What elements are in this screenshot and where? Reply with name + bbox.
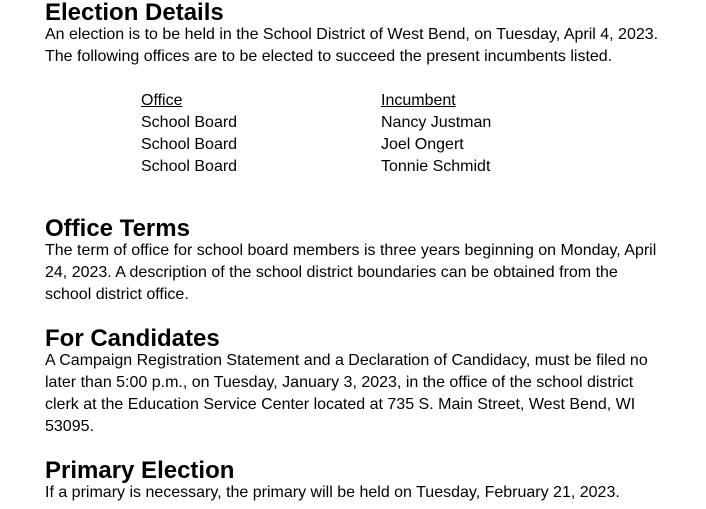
- primary-election-section: [45, 457, 695, 504]
- table-row: [45, 112, 695, 134]
- spacer: [45, 178, 695, 218]
- incumbent-column-header: Incumbent: [381, 92, 456, 109]
- paragraph-line: 53095.: [45, 418, 94, 435]
- incumbent-cell: Nancy Justman: [381, 114, 492, 131]
- for-candidates-heading: For Candidates: [45, 325, 220, 352]
- office-terms-heading: Office Terms: [45, 215, 190, 242]
- office-cell: School Board: [141, 114, 238, 131]
- for-candidates-paragraph: [45, 350, 695, 438]
- election-details-section: [45, 2, 695, 68]
- paragraph-line: The term of office for school board members is three years beginning on Monday, April: [45, 242, 657, 259]
- paragraph-line: clerk at the Education Service Center located at 735 S. Main Street, West Bend, WI: [45, 396, 636, 413]
- office-cell: School Board: [141, 158, 238, 175]
- primary-election-paragraph: [45, 482, 695, 504]
- table-row: [45, 134, 695, 156]
- paragraph-line: 24, 2023. A description of the school district boundaries can be obtained from the: [45, 264, 618, 281]
- offices-table: [45, 90, 695, 178]
- office-terms-paragraph: [45, 240, 695, 306]
- paragraph-line: An election is to be held in the School District of West Bend, on Tuesday, April 4, 2023.: [45, 26, 659, 43]
- primary-election-heading: Primary Election: [45, 457, 235, 484]
- office-terms-section: [45, 215, 695, 306]
- election-notice-document: [45, 2, 695, 504]
- table-row: [45, 156, 695, 178]
- election-details-paragraph: [45, 24, 695, 68]
- paragraph-line: later than 5:00 p.m., on Tuesday, January 3, 2023, in the office of the school district: [45, 374, 634, 391]
- incumbent-cell: Tonnie Schmidt: [381, 158, 491, 175]
- paragraph-line: If a primary is necessary, the primary will be held on Tuesday, February 21, 2023.: [45, 484, 620, 501]
- office-cell: School Board: [141, 136, 238, 153]
- offices-table-header-row: [45, 90, 695, 112]
- for-candidates-section: [45, 325, 695, 438]
- paragraph-line: school district office.: [45, 286, 189, 303]
- paragraph-line: A Campaign Registration Statement and a Declaration of Candidacy, must be filed no: [45, 352, 648, 369]
- election-details-heading: Election Details: [45, 0, 224, 26]
- paragraph-line: The following offices are to be elected to succeed the present incumbents listed.: [45, 48, 613, 65]
- office-column-header: Office: [141, 92, 183, 109]
- incumbent-cell: Joel Ongert: [381, 136, 464, 153]
